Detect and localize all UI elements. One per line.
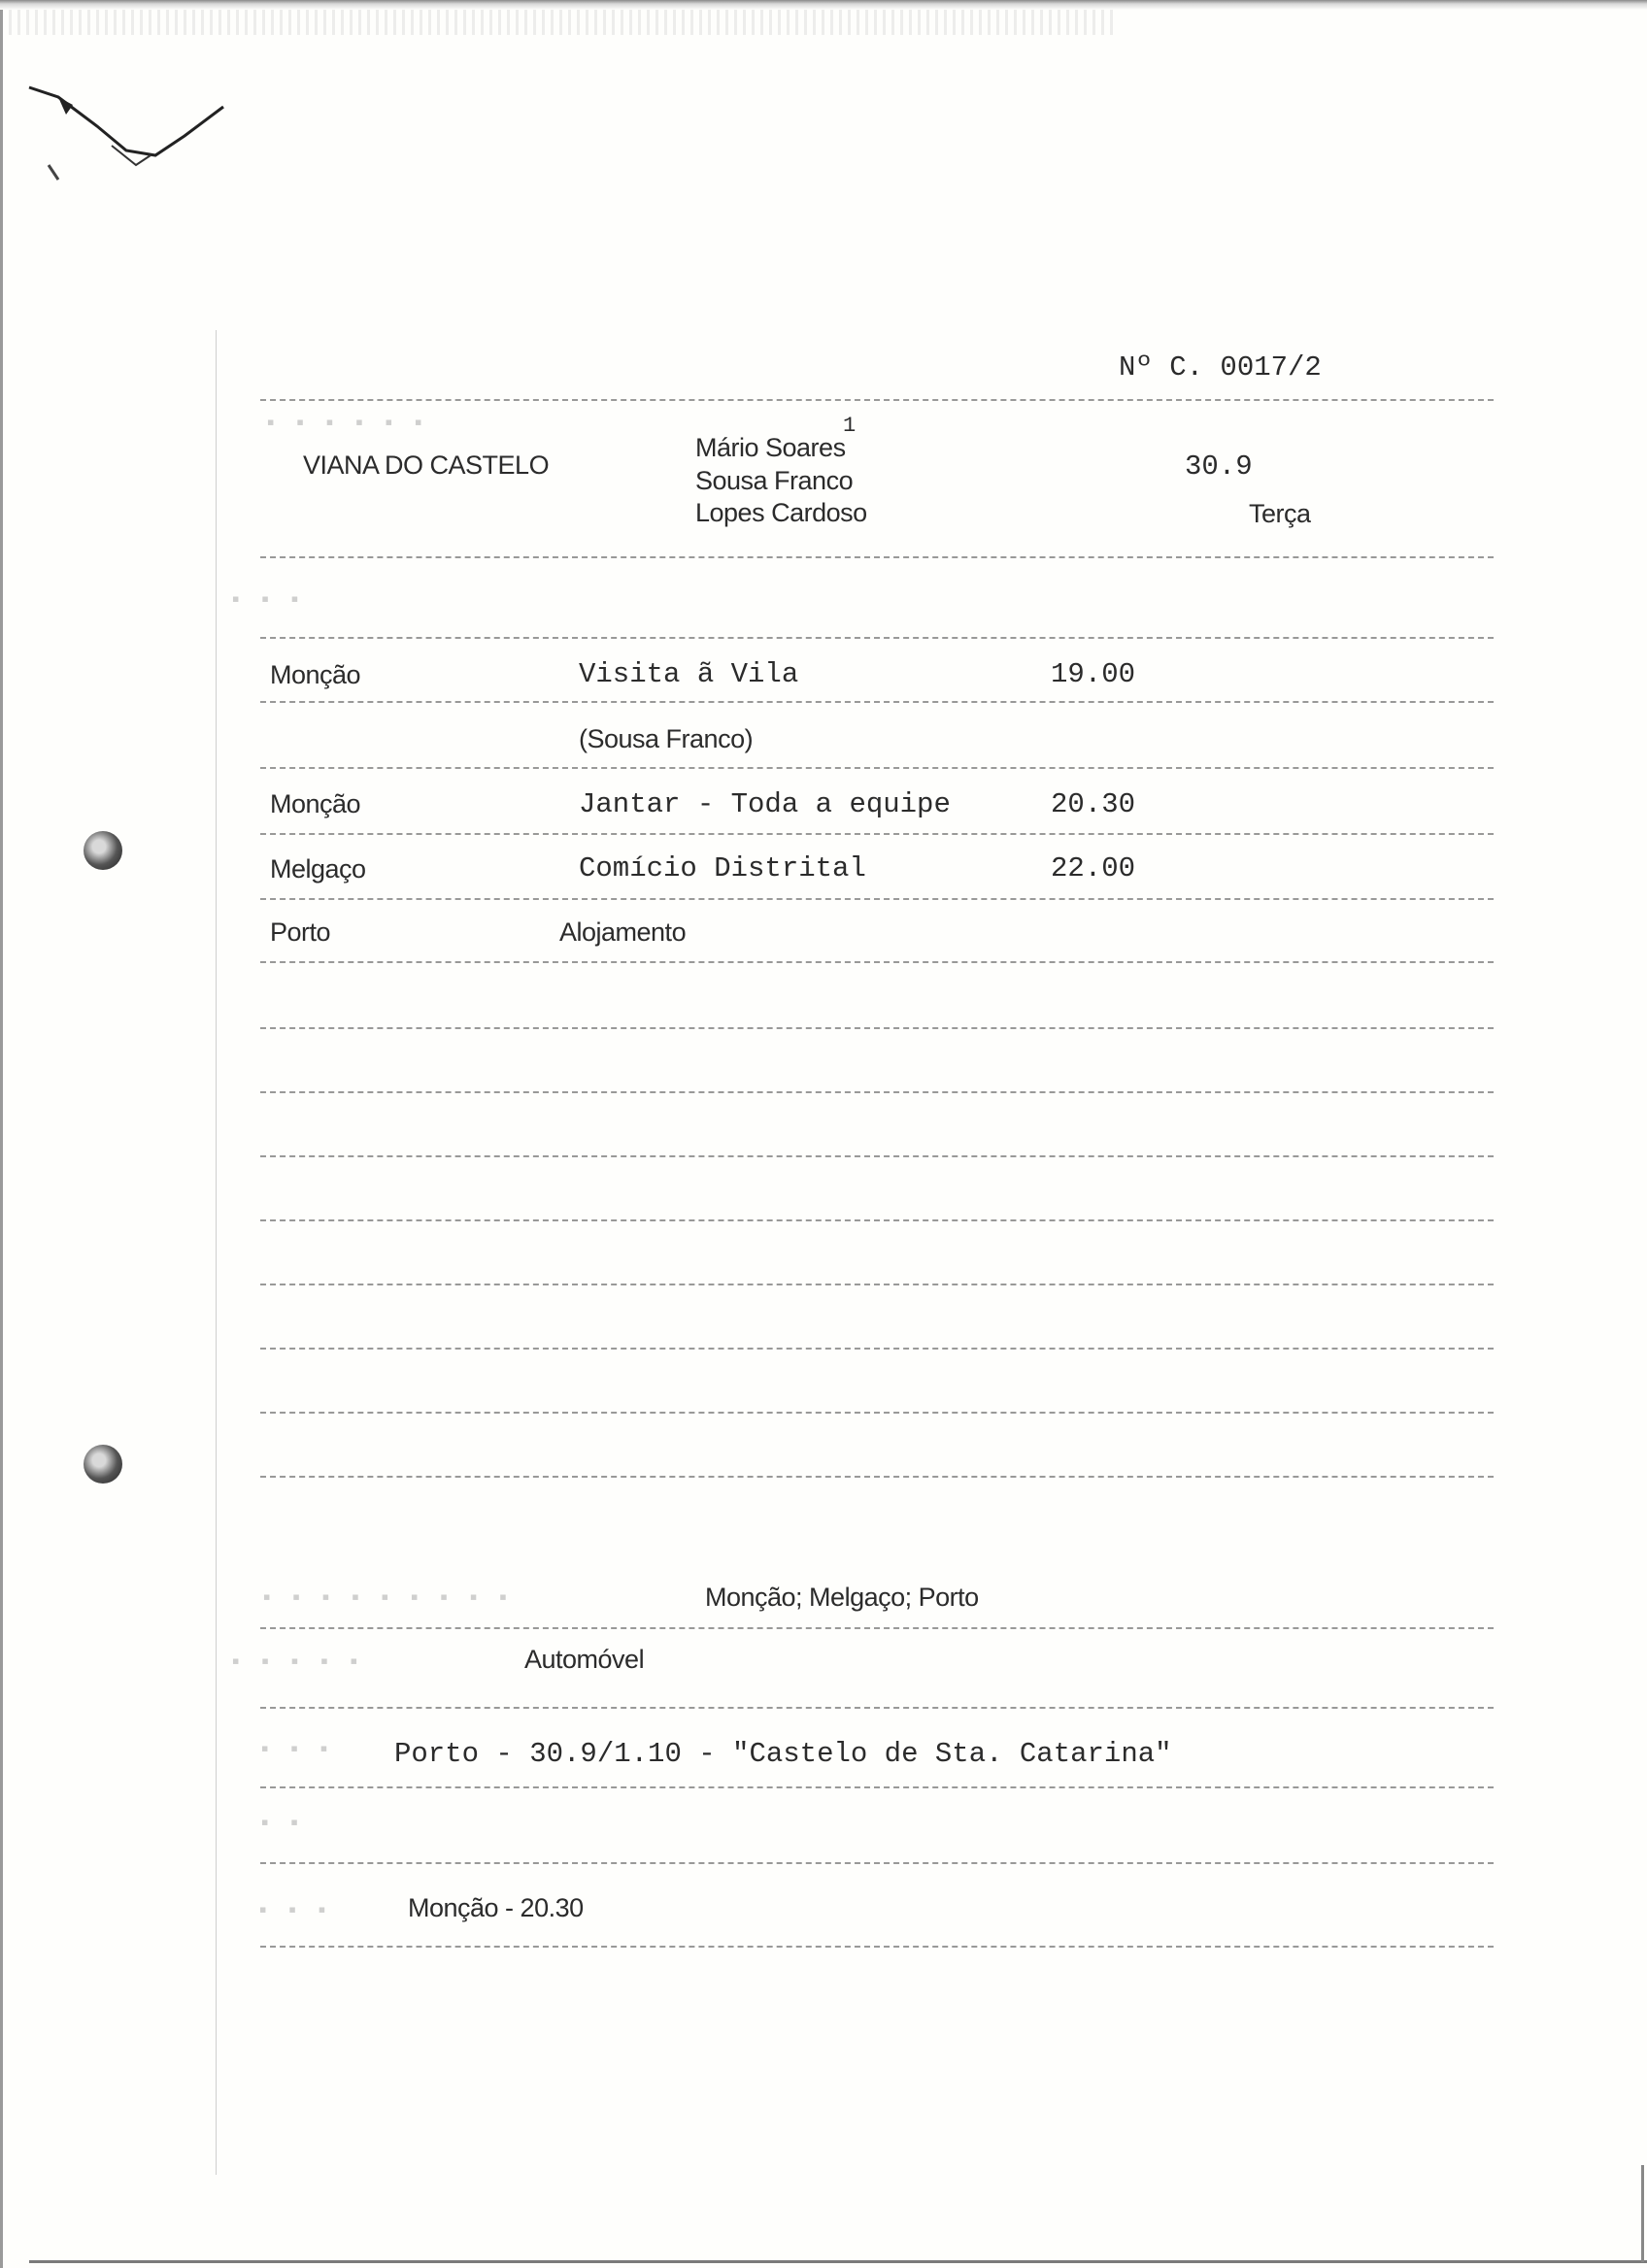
schedule-activity: Visita ã Vila: [579, 658, 799, 690]
punch-hole-lower: [84, 1445, 122, 1484]
schedule-activity: Jantar - Toda a equipe: [579, 788, 951, 820]
faint-form-label: ▪ ▪ ▪: [256, 1899, 331, 1923]
person-name: Sousa Franco: [695, 466, 854, 495]
superscript-mark: 1: [843, 414, 857, 438]
faint-form-label: ▪ ▪ ▪: [258, 1738, 333, 1762]
footer-rule: [260, 1786, 1494, 1788]
row-rule: [260, 767, 1494, 769]
footer-rule: [260, 1946, 1494, 1948]
empty-row-rule: [260, 1027, 1494, 1029]
schedule-time: 22.00: [1051, 852, 1136, 884]
empty-row-rule: [260, 1476, 1494, 1478]
person-name: Lopes Cardoso: [695, 498, 867, 527]
faint-form-label: ▪ ▪ ▪ ▪ ▪ ▪ ▪ ▪ ▪: [260, 1586, 512, 1611]
schedule-place: Porto: [270, 917, 331, 947]
schedule-time: 20.30: [1051, 788, 1136, 820]
footer-rule: [260, 1627, 1494, 1629]
route-value: Monção; Melgaço; Porto: [705, 1583, 979, 1612]
empty-row-rule: [260, 1348, 1494, 1350]
schedule-place: Monção: [270, 660, 361, 689]
schedule-place: Monção: [270, 789, 361, 818]
faint-form-label: ▪ ▪ ▪: [229, 588, 304, 613]
faint-form-label: ▪ ▪ ▪ ▪ ▪: [229, 1651, 362, 1675]
scan-top-edge: [0, 0, 1647, 10]
transport-value: Automóvel: [524, 1645, 645, 1674]
scan-left-edge: [0, 10, 3, 2268]
header-bottom-rule: [260, 556, 1494, 558]
empty-row-rule: [260, 1412, 1494, 1414]
empty-row-rule: [260, 1219, 1494, 1221]
scan-right-edge: [1641, 2165, 1644, 2262]
faint-form-label: ▪ ▪: [258, 1812, 303, 1836]
district-name: VIANA DO CASTELO: [303, 450, 550, 480]
document-number: Nº C. 0017/2: [1119, 351, 1322, 384]
lodging-value: Porto - 30.9/1.10 - "Castelo de Sta. Catarina": [394, 1738, 1172, 1770]
row-rule: [260, 961, 1494, 963]
empty-row-rule: [260, 1284, 1494, 1285]
schedule-place: Melgaço: [270, 854, 366, 884]
schedule-time: 19.00: [1051, 658, 1136, 690]
weekday: Terça: [1249, 499, 1311, 528]
punch-hole-upper: [84, 831, 122, 870]
scan-top-smudge: [0, 10, 1117, 35]
empty-row-rule: [260, 1091, 1494, 1093]
date: 30.9: [1185, 450, 1253, 483]
schedule-activity: Comício Distrital: [579, 852, 866, 884]
footer-rule: [260, 1707, 1494, 1709]
scan-bottom-edge: [29, 2260, 1647, 2263]
meal-value: Monção - 20.30: [408, 1893, 584, 1922]
faint-form-label: ▪ ▪ ▪ ▪ ▪ ▪: [264, 412, 427, 436]
schedule-activity: (Sousa Franco): [579, 724, 754, 753]
row-rule: [260, 898, 1494, 900]
footer-rule: [260, 1862, 1494, 1864]
person-name: Mário Soares: [695, 433, 846, 462]
empty-row-rule: [260, 1155, 1494, 1157]
row-rule: [260, 833, 1494, 835]
pen-scribble-mark: [19, 58, 233, 204]
form-margin-line: [216, 330, 217, 2175]
row-rule: [260, 701, 1494, 703]
table-header-rule: [260, 637, 1494, 639]
schedule-activity: Alojamento: [559, 917, 687, 947]
header-top-rule: [260, 399, 1494, 401]
